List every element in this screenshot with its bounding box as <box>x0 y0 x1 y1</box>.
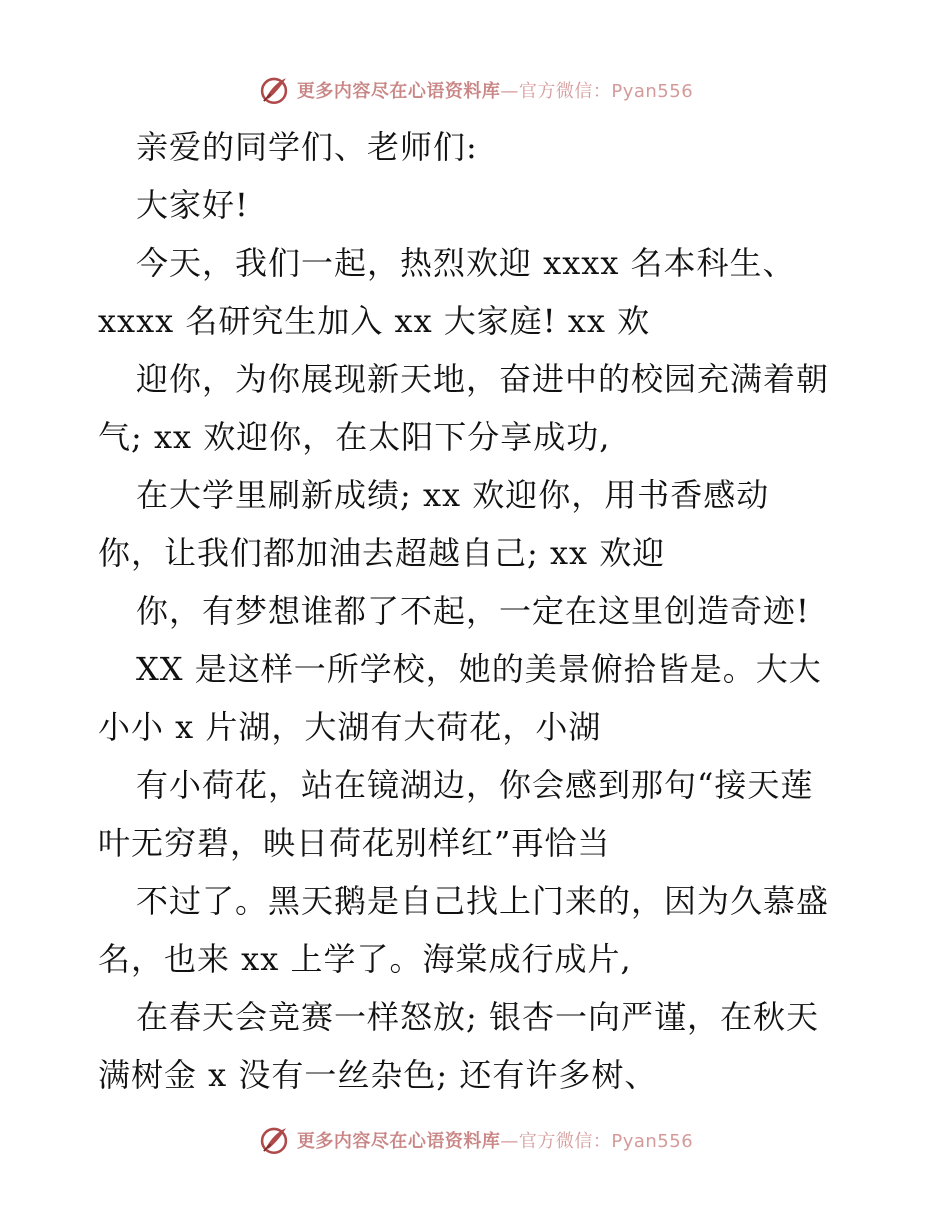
footer-banner-sep: — <box>500 1131 519 1152</box>
text-line: xxxx 名研究生加入 xx 大家庭! xx 欢 <box>98 302 651 340</box>
header-banner-sep: — <box>500 81 519 102</box>
footer-banner-wechat: 官方微信：Pyan556 <box>518 1131 694 1152</box>
text-line: 在大学里刷新成绩; xx 欢迎你，用书香感动 <box>136 476 770 514</box>
text-line: 有小荷花，站在镜湖边，你会感到那句“接天莲 <box>136 766 814 804</box>
footer-banner-text <box>297 1127 693 1153</box>
text-line: 你，有梦想谁都了不起，一定在这里创造奇迹! <box>136 592 810 630</box>
header-banner-wechat: 官方微信：Pyan556 <box>518 81 694 102</box>
quill-logo-icon <box>257 1123 291 1157</box>
text-line: 在春天会竞赛一样怒放; 银杏一向严谨，在秋天 <box>136 998 819 1036</box>
text-line: 迎你，为你展现新天地，奋进中的校园充满着朝 <box>136 360 830 398</box>
text-line: XX 是这样一所学校，她的美景俯拾皆是。大大 <box>136 650 822 688</box>
text-line: 小小 x 片湖，大湖有大荷花，小湖 <box>98 708 602 746</box>
text-line: 满树金 x 没有一丝杂色; 还有许多树、 <box>98 1056 658 1094</box>
text-line: 亲爱的同学们、老师们: <box>136 128 478 166</box>
text-line: 名，也来 xx 上学了。海棠成行成片, <box>98 940 632 978</box>
footer-banner-main: 更多内容尽在心语资料库 <box>296 1131 501 1152</box>
header-banner <box>0 70 950 110</box>
text-line: 不过了。黑天鹅是自己找上门来的，因为久慕盛 <box>136 882 830 920</box>
header-banner-text <box>297 77 693 103</box>
text-line: 叶无穷碧，映日荷花别样红”再恰当 <box>98 824 611 862</box>
footer-banner <box>0 1120 950 1160</box>
text-line: 今天，我们一起，热烈欢迎 xxxx 名本科生、 <box>136 244 796 282</box>
text-line: 气; xx 欢迎你，在太阳下分享成功, <box>98 418 611 456</box>
text-line: 你，让我们都加油去超越自己; xx 欢迎 <box>98 534 666 572</box>
header-banner-main: 更多内容尽在心语资料库 <box>296 81 501 102</box>
quill-logo-icon <box>257 73 291 107</box>
document-body <box>0 118 950 1104</box>
text-line: 大家好! <box>136 186 249 224</box>
